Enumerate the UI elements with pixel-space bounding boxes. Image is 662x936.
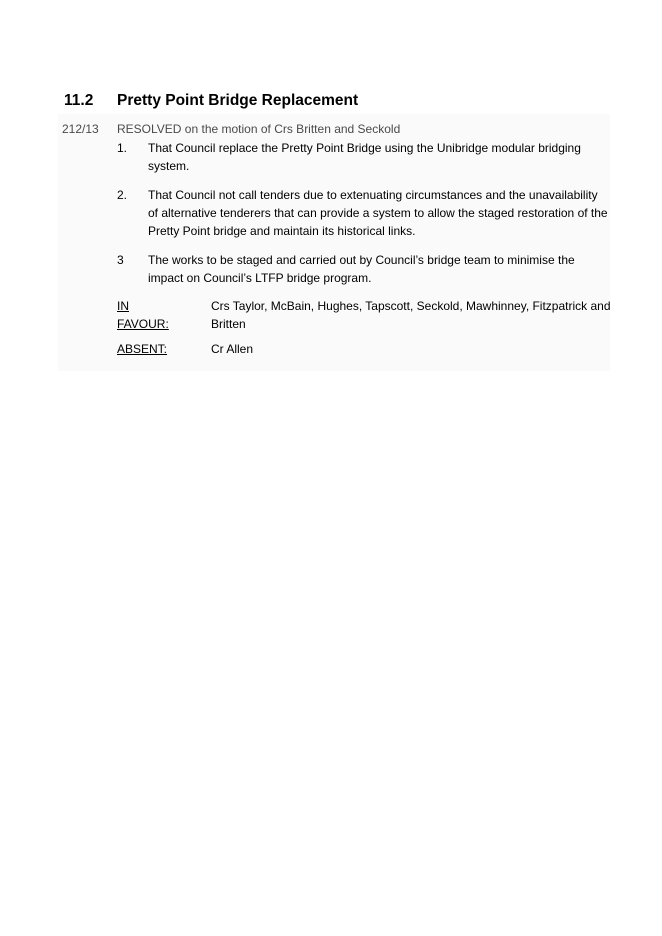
list-item-marker: 1. [117, 141, 128, 155]
section-number: 11.2 [64, 92, 94, 109]
section-heading [64, 92, 358, 110]
list-item-text: That Council not call tenders due to extenuating circumstances and the unavailability of alternative tenderers that can provide a system to allow the staged restoration of the Pretty Point bridge and maintain its historical links. [148, 188, 608, 238]
list-item-marker: 3 [117, 253, 124, 267]
absent-label: ABSENT: [117, 342, 168, 356]
list-item-text: The works to be staged and carried out by Council’s bridge team to minimise the impact on Council’s LTFP bridge program. [148, 253, 575, 285]
resolution-intro: RESOLVED on the motion of Crs Britten and Seckold [117, 122, 401, 136]
resolution-number: 212/13 [62, 122, 99, 136]
in-favour-label: IN FAVOUR: [117, 299, 169, 331]
section-title: Pretty Point Bridge Replacement [117, 92, 359, 109]
in-favour-value: Crs Taylor, McBain, Hughes, Tapscott, Seckold, Mawhinney, Fitzpatrick and Britten [211, 299, 611, 331]
list-item-marker: 2. [117, 188, 128, 202]
absent-value: Cr Allen [211, 342, 254, 356]
list-item-text: That Council replace the Pretty Point Bridge using the Unibridge modular bridging system. [148, 141, 581, 173]
